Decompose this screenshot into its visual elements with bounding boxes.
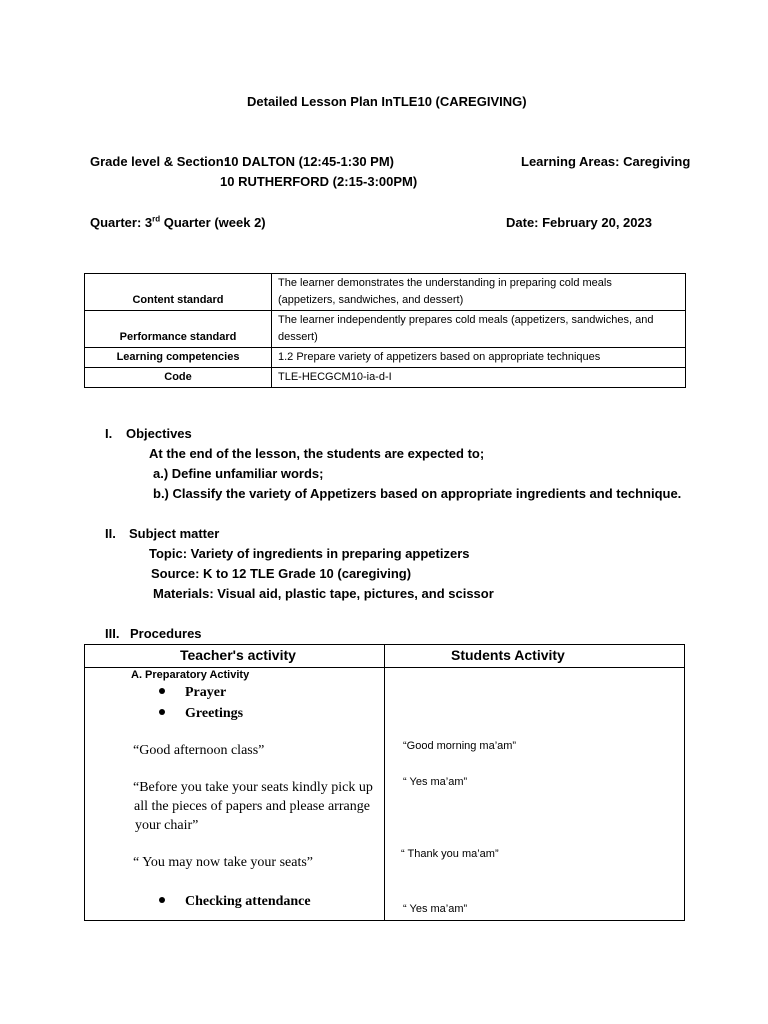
topic: Topic: Variety of ingredients in preparing appetizers bbox=[149, 546, 470, 561]
section-rutherford: 10 RUTHERFORD (2:15-3:00PM) bbox=[220, 174, 418, 189]
preparatory-activity-label: A. Preparatory Activity bbox=[131, 669, 250, 681]
header-divider bbox=[85, 667, 684, 668]
standards-table bbox=[84, 273, 686, 388]
table-row bbox=[85, 311, 686, 348]
student-response: “ Thank you ma’am” bbox=[401, 848, 499, 860]
learning-competencies-label: Learning competencies bbox=[85, 348, 272, 368]
teacher-line: “Before you take your seats kindly pick up bbox=[133, 780, 373, 795]
student-response: “ Yes ma’am” bbox=[403, 776, 468, 788]
materials: Materials: Visual aid, plastic tape, pictures, and scissor bbox=[153, 586, 494, 601]
table-row bbox=[85, 274, 686, 311]
bullet-item-attendance: Checking attendance bbox=[159, 894, 311, 910]
student-response: “Good morning ma’am” bbox=[403, 740, 517, 752]
table-row bbox=[85, 368, 686, 388]
content-standard-value: The learner demonstrates the understanding in preparing cold meals (appetizers, sandwiches, and dessert) bbox=[272, 274, 686, 311]
performance-standard-label: Performance standard bbox=[85, 311, 272, 348]
teacher-activity-header: Teacher's activity bbox=[180, 647, 296, 663]
content-standard-label: Content standard bbox=[85, 274, 272, 311]
source: Source: K to 12 TLE Grade 10 (caregiving) bbox=[151, 566, 412, 581]
bullet-item-greetings: Greetings bbox=[159, 706, 243, 722]
quarter: Quarter: 3rd Quarter (week 2) bbox=[90, 214, 266, 230]
table-row bbox=[85, 348, 686, 368]
bullet-icon bbox=[159, 897, 165, 903]
procedures-table bbox=[84, 644, 685, 921]
bullet-icon bbox=[159, 688, 165, 694]
objectives-heading: Objectives bbox=[126, 426, 192, 441]
column-divider bbox=[384, 645, 385, 920]
teacher-line: “ You may now take your seats” bbox=[133, 855, 314, 870]
objectives-intro: At the end of the lesson, the students are expected to; bbox=[149, 446, 485, 461]
bullet-icon bbox=[159, 709, 165, 715]
performance-standard-value: The learner independently prepares cold meals (appetizers, sandwiches, and dessert) bbox=[272, 311, 686, 348]
learning-competencies-value: 1.2 Prepare variety of appetizers based on appropriate techniques bbox=[272, 348, 686, 368]
learning-areas: Learning Areas: Caregiving bbox=[521, 154, 691, 169]
student-response: “ Yes ma’am” bbox=[403, 903, 468, 915]
objective-item: a.) Define unfamiliar words; bbox=[153, 466, 324, 481]
procedures-numeral: III. bbox=[105, 626, 120, 641]
teacher-line: all the pieces of papers and please arrange bbox=[134, 799, 370, 814]
procedures-heading: Procedures bbox=[130, 626, 202, 641]
bullet-item-prayer: Prayer bbox=[159, 685, 226, 701]
grade-level-label: Grade level & Section: bbox=[90, 154, 228, 169]
objectives-numeral: I. bbox=[105, 426, 113, 441]
document-title: Detailed Lesson Plan InTLE10 (CAREGIVING) bbox=[247, 94, 527, 109]
code-value: TLE-HECGCM10-ia-d-I bbox=[272, 368, 686, 388]
subject-matter-numeral: II. bbox=[105, 526, 116, 541]
teacher-line: “Good afternoon class” bbox=[133, 743, 265, 758]
subject-matter-heading: Subject matter bbox=[129, 526, 220, 541]
teacher-line: your chair” bbox=[135, 818, 199, 833]
lesson-date: Date: February 20, 2023 bbox=[506, 215, 652, 230]
objective-item: b.) Classify the variety of Appetizers based on appropriate ingredients and technique. bbox=[153, 486, 682, 501]
code-label: Code bbox=[85, 368, 272, 388]
section-dalton: 10 DALTON (12:45-1:30 PM) bbox=[224, 154, 395, 169]
students-activity-header: Students Activity bbox=[451, 647, 565, 663]
